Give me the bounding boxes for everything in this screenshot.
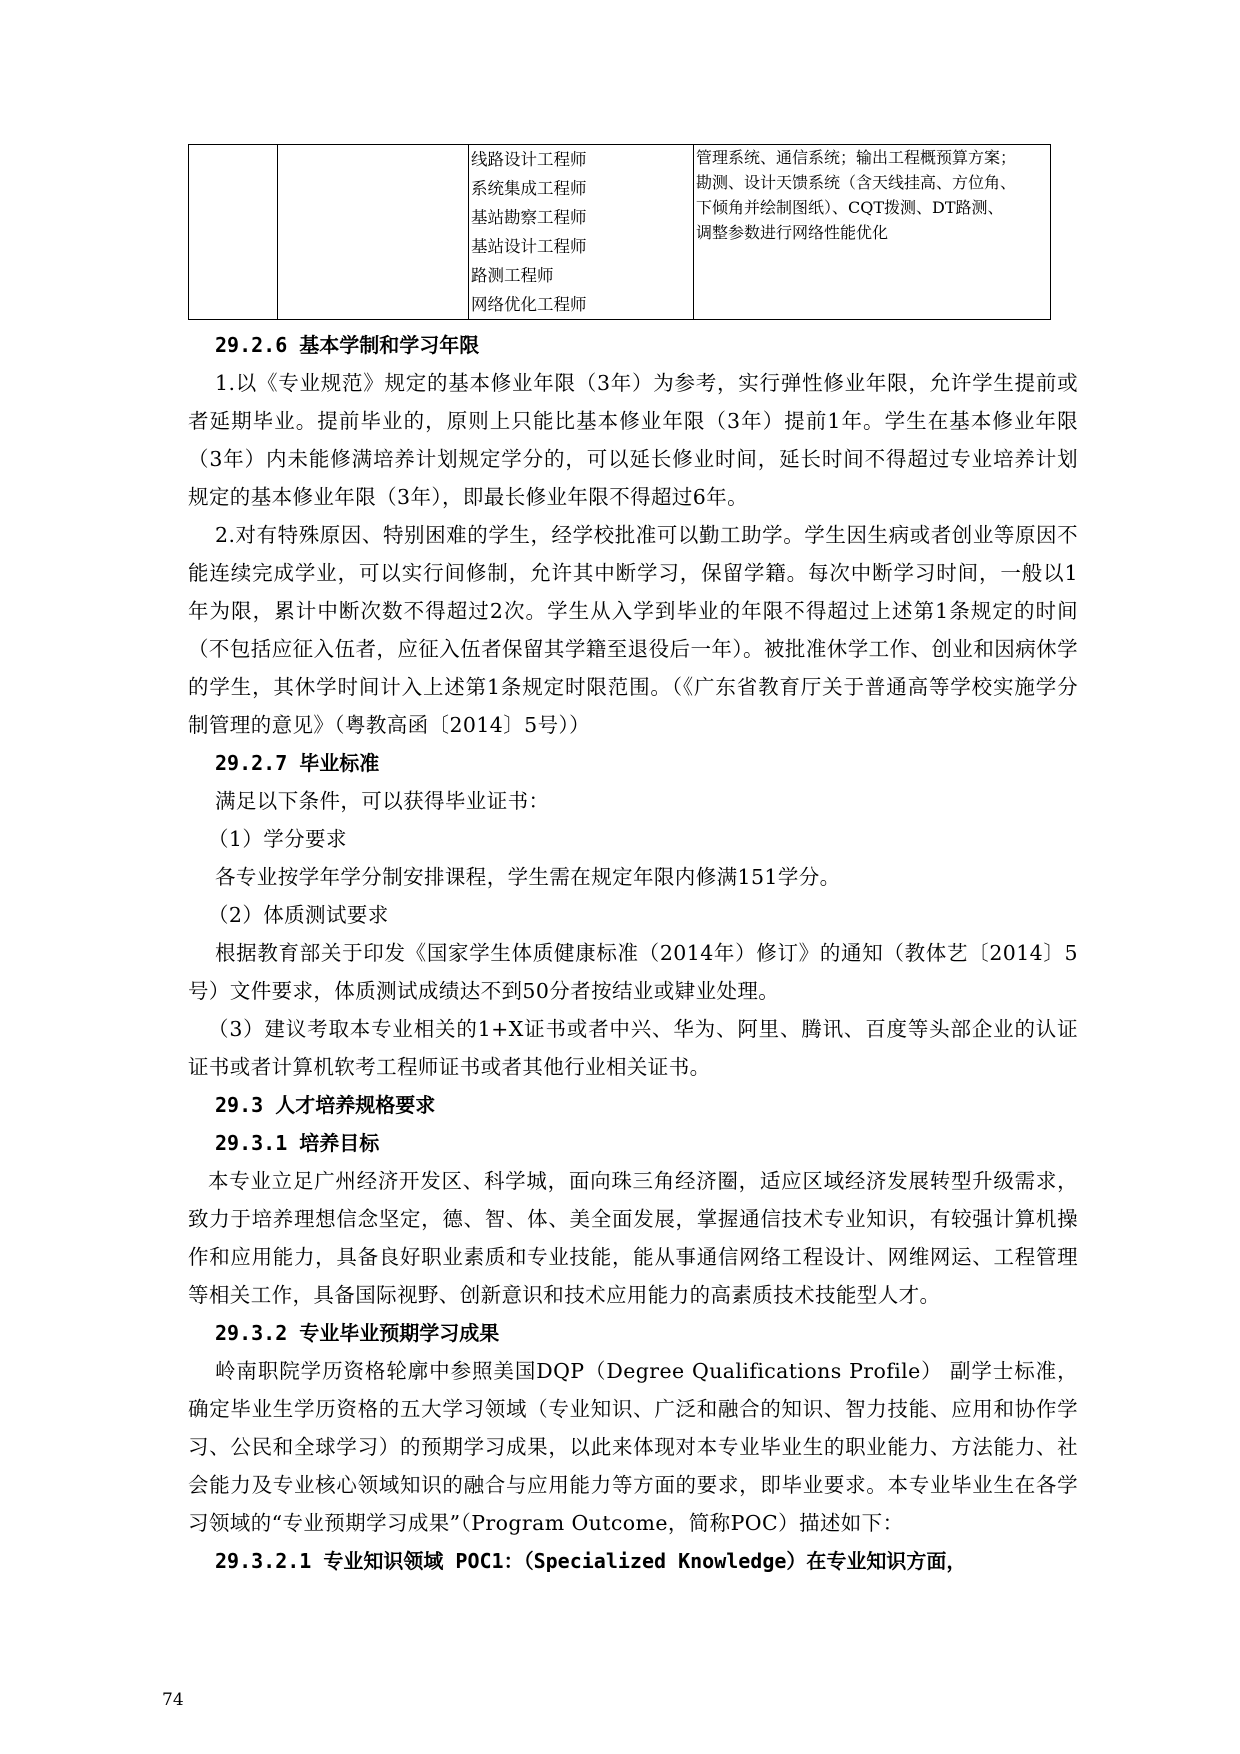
table-cell-empty-2 bbox=[278, 145, 469, 320]
page-number: 74 bbox=[162, 1690, 184, 1710]
paragraph-training-objective: 本专业立足广州经济开发区、科学城，面向珠三角经济圈，适应区域经济发展转型升级需求，致力于培养理想信念坚定，德、智、体、美全面发展，掌握通信技术专业知识，有较强计算机操作和应用能力，具备良好职业素质和专业技能，能从事通信网络工程设计、网维网运、工程管理等相关工作，具备国际视野、创新意识和技术应用能力的高素质技术技能型人才。 bbox=[188, 1169, 1078, 1307]
section-heading-29-3-2-1: 29.3.2.1 专业知识领域 POC1：（Specialized Knowledge）在专业知识方面， bbox=[215, 1549, 967, 1573]
condition-title-credits: （1）学分要求 bbox=[208, 827, 347, 851]
table-row bbox=[189, 145, 1051, 320]
role-item: 基站勘察工程师 bbox=[471, 208, 587, 227]
duty-line: 调整参数进行网络性能优化 bbox=[696, 223, 889, 242]
role-item: 网络优化工程师 bbox=[471, 295, 587, 314]
duty-line: 管理系统、通信系统；输出工程概预算方案； bbox=[696, 148, 1017, 167]
table-cell-roles bbox=[469, 145, 694, 320]
condition-text-fitness: 根据教育部关于印发《国家学生体质健康标准（2014年）修订》的通知（教体艺〔2014〕5号）文件要求，体质测试成绩达不到50分者按结业或肄业处理。 bbox=[188, 941, 1078, 1003]
condition-title-fitness: （2）体质测试要求 bbox=[208, 903, 389, 927]
section-heading-29-3: 29.3 人才培养规格要求 bbox=[215, 1093, 436, 1117]
duty-line: 下倾角并绘制图纸）、CQT拨测、DT路测、 bbox=[696, 198, 1004, 217]
document-body bbox=[188, 326, 1078, 1580]
role-item: 线路设计工程师 bbox=[471, 150, 587, 169]
paragraph-learning-outcomes: 岭南职院学历资格轮廓中参照美国DQP（Degree Qualifications Profile） 副学士标准，确定毕业生学历资格的五大学习领域（专业知识、广泛和融合的知识、智力技能、应用和协作学习、公民和全球学习）的预期学习成果，以此来体现对本专业毕业生的职业能力、方法能力、社会能力及专业核心领域知识的融合与应用能力等方面的要求，即毕业要求。本专业毕业生在各学习领域的“专业预期学习成果”（Program Outcome，简称POC）描述如下： bbox=[188, 1359, 1078, 1535]
paragraph-schooling-years: 1.以《专业规范》规定的基本修业年限（3年）为参考，实行弹性修业年限，允许学生提前或者延期毕业。提前毕业的，原则上只能比基本修业年限（3年）提前1年。学生在基本修业年限（3年）内未能修满培养计划规定学分的，可以延长修业时间，延长时间不得超过专业培养计划规定的基本修业年限（3年），即最长修业年限不得超过6年。 bbox=[188, 371, 1078, 509]
career-table bbox=[188, 144, 1051, 320]
role-item: 系统集成工程师 bbox=[471, 179, 587, 198]
section-heading-29-3-1: 29.3.1 培养目标 bbox=[215, 1131, 380, 1155]
paragraph-graduation-intro: 满足以下条件，可以获得毕业证书： bbox=[215, 789, 550, 813]
table-cell-empty-1 bbox=[189, 145, 278, 320]
duty-line: 勘测、设计天馈系统（含天线挂高、方位角、 bbox=[696, 173, 1017, 192]
role-item: 路测工程师 bbox=[471, 266, 554, 285]
section-heading-29-2-6: 29.2.6 基本学制和学习年限 bbox=[215, 333, 480, 357]
condition-text-credits: 各专业按学年学分制安排课程，学生需在规定年限内修满151学分。 bbox=[215, 865, 841, 889]
table-cell-duties bbox=[694, 145, 1051, 320]
condition-text-certificates: （3）建议考取本专业相关的1+X证书或者中兴、华为、阿里、腾讯、百度等头部企业的认证证书或者计算机软考工程师证书或者其他行业相关证书。 bbox=[188, 1017, 1078, 1079]
role-item: 基站设计工程师 bbox=[471, 237, 587, 256]
section-heading-29-2-7: 29.2.7 毕业标准 bbox=[215, 751, 380, 775]
section-heading-29-3-2: 29.3.2 专业毕业预期学习成果 bbox=[215, 1321, 500, 1345]
paragraph-suspension-rules: 2.对有特殊原因、特别困难的学生，经学校批准可以勤工助学。学生因生病或者创业等原因不能连续完成学业，可以实行间修制，允许其中断学习，保留学籍。每次中断学习时间，一般以1年为限，累计中断次数不得超过2次。学生从入学到毕业的年限不得超过上述第1条规定的时间（不包括应征入伍者，应征入伍者保留其学籍至退役后一年）。被批准休学工作、创业和因病休学的学生，其休学时间计入上述第1条规定时限范围。（《广东省教育厅关于普通高等学校实施学分制管理的意见》（粤教高函〔2014〕5号）） bbox=[188, 523, 1078, 737]
